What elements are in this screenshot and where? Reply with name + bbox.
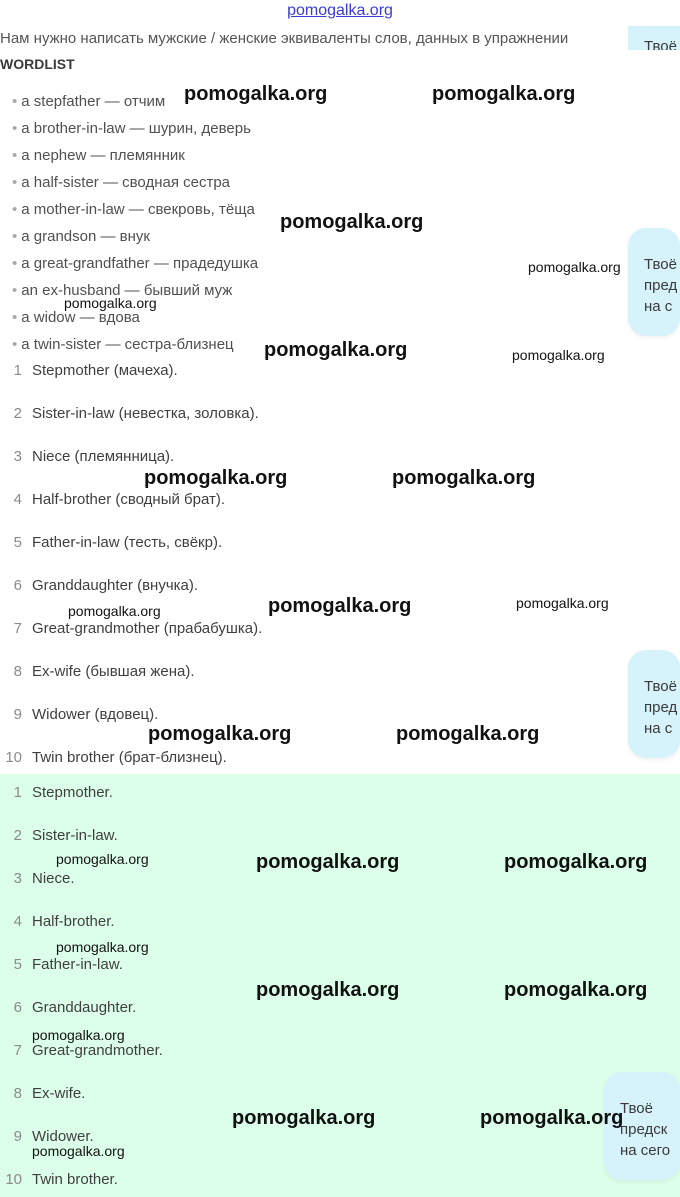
wordlist-item: • a mother-in-law — свекровь, тёща <box>12 201 255 218</box>
watermark: pomogalka.org <box>396 723 540 745</box>
answer-text: Granddaughter (внучка). <box>32 577 199 594</box>
answer-text: Sister-in-law (невестка, золовка). <box>32 405 259 422</box>
bullet-icon: • <box>12 147 18 164</box>
answer-text: Twin brother (брат-близнец). <box>32 749 227 766</box>
watermark: pomogalka.org <box>144 467 288 489</box>
watermark: pomogalka.org <box>264 339 408 361</box>
answer-text: Niece. <box>32 870 75 887</box>
watermark: pomogalka.org <box>504 851 648 873</box>
answer-text: Great-grandmother. <box>32 1042 163 1059</box>
answer-text: Stepmother. <box>32 784 113 801</box>
answer-number: 8 <box>13 1085 22 1102</box>
watermark: pomogalka.org <box>68 603 161 619</box>
bullet-icon: • <box>12 282 18 299</box>
watermark: pomogalka.org <box>392 467 536 489</box>
watermark: pomogalka.org <box>432 83 576 105</box>
prediction-bubble[interactable]: Твоё пред на с <box>628 650 680 758</box>
watermark: pomogalka.org <box>504 979 648 1001</box>
bullet-icon: • <box>12 201 18 218</box>
bullet-icon: • <box>12 309 18 326</box>
watermark: pomogalka.org <box>184 83 328 105</box>
wordlist-heading: WORDLIST <box>0 56 75 72</box>
answer-number: 4 <box>13 913 22 930</box>
watermark: pomogalka.org <box>528 259 621 275</box>
wordlist-item: • a widow — вдова <box>12 309 140 326</box>
answer-text: Granddaughter. <box>32 999 137 1016</box>
watermark: pomogalka.org <box>280 211 424 233</box>
answer-number: 3 <box>13 870 22 887</box>
watermark: pomogalka.org <box>56 939 149 955</box>
bullet-icon: • <box>12 174 18 191</box>
prediction-bubble[interactable]: Твоё пред на с <box>628 228 680 336</box>
answer-text: Widower. <box>32 1128 94 1145</box>
wordlist-item: • a twin-sister — сестра-близнец <box>12 336 234 353</box>
answer-number: 3 <box>13 448 22 465</box>
answer-number: 9 <box>13 706 22 723</box>
watermark: pomogalka.org <box>480 1107 624 1129</box>
answer-text: Niece (племянница). <box>32 448 175 465</box>
answer-number: 6 <box>13 999 22 1016</box>
answer-number: 1 <box>13 362 22 379</box>
watermark: pomogalka.org <box>268 595 412 617</box>
watermark: pomogalka.org <box>32 1027 125 1043</box>
wordlist-item: • a great-grandfather — прадедушка <box>12 255 259 272</box>
watermark: pomogalka.org <box>516 595 609 611</box>
wordlist-item: • a brother-in-law — шурин, деверь <box>12 120 251 137</box>
watermark: pomogalka.org <box>232 1107 376 1129</box>
bullet-icon: • <box>12 93 18 110</box>
watermark: pomogalka.org <box>56 851 149 867</box>
answer-number: 6 <box>13 577 22 594</box>
prediction-bubble[interactable]: Твоё предск на сего <box>604 1072 680 1180</box>
wordlist-item: • a nephew — племянник <box>12 147 185 164</box>
watermark: pomogalka.org <box>256 979 400 1001</box>
answer-text: Half-brother. <box>32 913 115 930</box>
bullet-icon: • <box>12 255 18 272</box>
answer-number: 5 <box>13 956 22 973</box>
answer-number: 5 <box>13 534 22 551</box>
watermark: pomogalka.org <box>512 347 605 363</box>
prediction-bubble[interactable]: Твоё <box>628 26 680 50</box>
answer-number: 10 <box>5 1171 22 1188</box>
watermark: pomogalka.org <box>148 723 292 745</box>
answer-number: 2 <box>13 827 22 844</box>
watermark: pomogalka.org <box>256 851 400 873</box>
site-url-link[interactable]: pomogalka.org <box>287 2 393 19</box>
answer-number: 10 <box>5 749 22 766</box>
answer-number: 2 <box>13 405 22 422</box>
bullet-icon: • <box>12 120 18 137</box>
answer-number: 7 <box>13 1042 22 1059</box>
answer-text: Twin brother. <box>32 1171 118 1188</box>
answer-text: Father-in-law. <box>32 956 123 973</box>
watermark: pomogalka.org <box>32 1143 125 1159</box>
answer-number: 8 <box>13 663 22 680</box>
answer-text: Stepmother (мачеха). <box>32 362 178 379</box>
answer-number: 1 <box>13 784 22 801</box>
answer-text: Widower (вдовец). <box>32 706 159 723</box>
answer-number: 9 <box>13 1128 22 1145</box>
answer-text: Ex-wife. <box>32 1085 86 1102</box>
answer-text: Ex-wife (бывшая жена). <box>32 663 195 680</box>
wordlist-item: • a grandson — внук <box>12 228 150 245</box>
wordlist-item: • a stepfather — отчим <box>12 93 166 110</box>
answer-number: 4 <box>13 491 22 508</box>
answer-text: Half-brother (сводный брат). <box>32 491 226 508</box>
watermark: pomogalka.org <box>64 295 157 311</box>
wordlist-item: • a half-sister — сводная сестра <box>12 174 231 191</box>
answer-text: Sister-in-law. <box>32 827 118 844</box>
bullet-icon: • <box>12 228 18 245</box>
answer-number: 7 <box>13 620 22 637</box>
answer-text: Great-grandmother (прабабушка). <box>32 620 263 637</box>
answer-text: Father-in-law (тесть, свёкр). <box>32 534 223 551</box>
wordlist-item: • an ex-husband — бывший муж <box>12 282 233 299</box>
bullet-icon: • <box>12 336 18 353</box>
task-description: Нам нужно написать мужские / женские эквиваленты слов, данных в упражнении <box>0 30 569 47</box>
